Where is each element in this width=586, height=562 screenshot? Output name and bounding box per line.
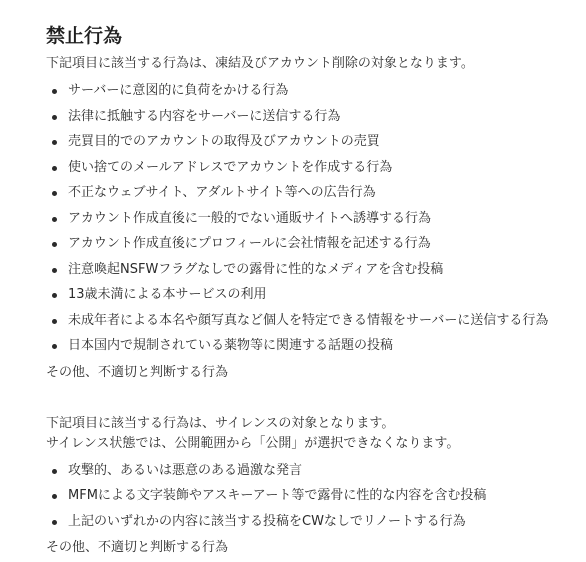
bullet-icon (52, 520, 57, 525)
bullet-icon (52, 166, 57, 171)
list-item (46, 155, 576, 181)
bullet-icon (52, 319, 57, 324)
list-item (46, 483, 576, 509)
section-spacer (46, 387, 576, 414)
section2-intro-line1: 下記項目に該当する行為は、サイレンスの対象となります。 (46, 415, 395, 431)
list-item (46, 206, 576, 232)
list-item-text: 上記のいずれかの内容に該当する投稿をCWなしでリノートする行為 (68, 513, 466, 529)
bullet-icon (52, 115, 57, 120)
section1-outro: その他、不適切と判断する行為 (46, 364, 229, 380)
bullet-icon (52, 469, 57, 474)
prohibited-list (46, 78, 576, 359)
bullet-icon (52, 191, 57, 196)
section1-intro: 下記項目に該当する行為は、凍結及びアカウント削除の対象となります。 (46, 56, 474, 71)
list-item-text: 13歳未満による本サービスの利用 (68, 287, 267, 302)
list-item (46, 180, 576, 206)
page-title: 禁止行為 (46, 25, 123, 47)
list-item-text: サーバーに意図的に負荷をかける行為 (68, 83, 289, 98)
list-item (46, 333, 576, 359)
list-item-text: MFMによる文字装飾やアスキーアート等で露骨に性的な内容を含む投稿 (68, 488, 487, 503)
list-item (46, 308, 576, 334)
list-item-text: 使い捨てのメールアドレスでアカウントを作成する行為 (68, 159, 393, 175)
list-item (46, 104, 576, 130)
list-item-text: 日本国内で規制されている薬物等に関連する話題の投稿 (68, 338, 394, 353)
list-item-text: アカウント作成直後にプロフィールに会社情報を記述する行為 (68, 236, 431, 251)
list-item (46, 458, 576, 484)
list-item-text: アカウント作成直後に一般的でない通販サイトへ誘導する行為 (68, 210, 431, 226)
list-item (46, 509, 576, 535)
bullet-icon (52, 494, 57, 499)
list-item-text: 攻撃的、あるいは悪意のある過激な発言 (68, 462, 303, 478)
bullet-icon (52, 268, 57, 273)
bullet-icon (52, 293, 57, 298)
bullet-icon (52, 217, 57, 222)
bullet-icon (52, 344, 57, 349)
list-item (46, 257, 576, 283)
list-item (46, 78, 576, 104)
list-item-text: 不正なウェブサイト、アダルトサイト等への広告行為 (68, 185, 376, 200)
list-item-text: 法律に抵触する内容をサーバーに送信する行為 (68, 108, 341, 124)
rules-document (46, 22, 576, 562)
list-item (46, 129, 576, 155)
list-item-text: 注意喚起NSFWフラグなしでの露骨に性的なメディアを含む投稿 (68, 261, 444, 277)
section2-intro-line2: サイレンス状態では、公開範囲から「公開」が選択できなくなります。 (46, 435, 460, 451)
bullet-icon (52, 242, 57, 247)
silence-list (46, 458, 576, 535)
list-item (46, 231, 576, 257)
bullet-icon (52, 89, 57, 94)
list-item-text: 売買目的でのアカウントの取得及びアカウントの売買 (68, 134, 380, 149)
bullet-icon (52, 140, 57, 145)
section2-outro: その他、不適切と判断する行為 (46, 540, 229, 555)
list-item (46, 282, 576, 308)
list-item-text: 未成年者による本名や顔写真など個人を特定できる情報をサーバーに送信する行為 (68, 312, 549, 328)
